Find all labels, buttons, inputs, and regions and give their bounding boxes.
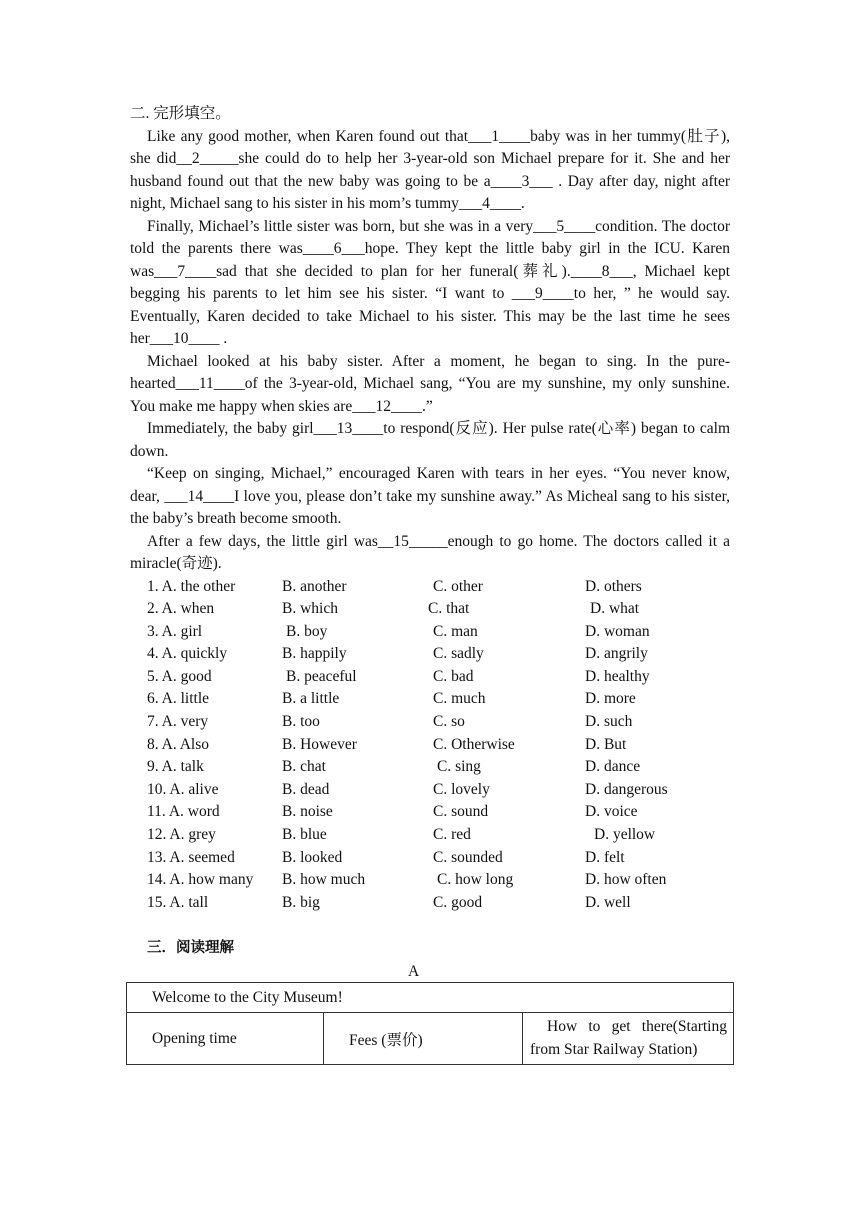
option-b: B. peaceful [286,667,357,685]
option-c: C. how long [437,871,514,889]
section-2-heading: 二. 完形填空。 [130,105,231,122]
directions-header: How to get there(Starting from Star Railway Station) [523,1013,734,1065]
option-row [130,621,730,644]
option-a: 12. A. grey [147,826,216,844]
option-d: D. angrily [585,645,648,663]
option-c: C. much [433,690,486,708]
table-row [127,1013,734,1065]
option-c: C. that [428,600,470,618]
option-a: 9. A. talk [147,758,204,776]
opening-time-header: Opening time [127,1013,324,1065]
option-a: 8. A. Also [147,735,210,753]
option-c: C. sing [437,758,481,776]
table-title-cell: Welcome to the City Museum! [127,983,734,1013]
option-row [130,688,730,711]
option-c: C. other [433,577,483,595]
fees-header: Fees (票价) [324,1013,523,1065]
option-d: D. voice [585,803,638,821]
option-row [130,576,730,599]
option-a: 14. A. how many [147,871,254,889]
option-c: C. sadly [433,645,484,663]
option-c: C. good [433,893,483,911]
option-row [130,643,730,666]
option-row [130,801,730,824]
option-d: D. woman [585,622,650,640]
option-a: 2. A. when [147,600,215,618]
option-row [130,847,730,870]
option-a: 5. A. good [147,667,212,685]
option-a: 4. A. quickly [147,645,228,663]
option-d: D. more [585,690,636,708]
option-a: 13. A. seemed [147,848,235,866]
option-d: D. dangerous [585,780,668,798]
option-b: B. too [282,713,320,731]
option-row [130,666,730,689]
option-d: D. yellow [594,826,656,844]
option-c: C. Otherwise [433,735,515,753]
option-c: C. lovely [433,780,490,798]
option-row [130,779,730,802]
option-b: B. big [282,893,320,911]
option-row [130,756,730,779]
passage-paragraph-4: Immediately, the baby girl___13____to respond(反应). Her pulse rate(心率) began to calm down. [130,420,730,460]
option-d: D. healthy [585,667,650,685]
option-b: B. dead [282,780,330,798]
option-row [130,892,730,915]
option-c: C. sounded [433,848,503,866]
section-3-heading: 三．阅读理解 [147,940,234,956]
option-c: C. sound [433,803,489,821]
option-a: 1. A. the other [147,577,236,595]
passage-paragraph-5: “Keep on singing, Michael,” encouraged Karen with tears in her eyes. “You never know, dear, ___14____I love you, please don’t take my sunshine away.” As Micheal sang to his sister, the baby’s breath become smooth. [130,465,730,527]
museum-info-table [126,982,734,1065]
option-a: 3. A. girl [147,622,203,640]
option-a: 7. A. very [147,713,209,731]
option-a: 6. A. little [147,690,209,708]
option-row [130,869,730,892]
option-b: B. blue [282,826,327,844]
option-d: D. felt [585,848,625,866]
cloze-section [130,103,730,914]
option-row [130,598,730,621]
option-b: B. happily [282,645,347,663]
option-a: 15. A. tall [147,893,209,911]
option-b: B. noise [282,803,333,821]
option-d: D. such [585,713,633,731]
table-row [127,983,734,1013]
option-row [130,824,730,847]
option-d: D. well [585,893,631,911]
option-c: C. red [433,826,471,844]
passage-paragraph-6: After a few days, the little girl was__15_____enough to go home. The doctors called it a miracle(奇迹). [130,532,730,572]
option-b: B. boy [286,622,328,640]
option-b: B. looked [282,848,343,866]
option-c: C. so [433,713,465,731]
passage-paragraph-2: Finally, Michael’s little sister was born, but she was in a very___5____condition. The doctor told the parents there was____6___hope. They kept the little baby girl in the ICU. Karen was___7____sad that she decided to plan for her funeral(葬礼).____8___, Michael kept begging his parents to let him see his sister. “I want to ___9____to her, ” he would say. Eventually, Karen decided to take Michael to his sister. This may be the last time he sees her___10____ . [130,217,730,347]
option-d: D. what [590,600,640,618]
option-d: D. But [585,735,627,753]
option-a: 11. A. word [147,803,220,821]
passage-paragraph-1: Like any good mother, when Karen found out that___1____baby was in her tummy(肚子), she did__2_____she could do to help her 3-year-old son Michael prepare for it. She and her husband found out that the new baby was going to be a____3___ . Day after day, night after night, Michael sang to his sister in his mom’s tummy___4____. [130,127,730,212]
option-c: C. bad [433,667,474,685]
option-b: B. another [282,577,347,595]
option-c: C. man [433,622,478,640]
options-list [130,576,730,915]
option-a: 10. A. alive [147,780,219,798]
option-b: B. a little [282,690,340,708]
passage-paragraph-3: Michael looked at his baby sister. After a moment, he began to sing. In the pure-hearted___11____of the 3-year-old, Michael sang, “You are my sunshine, my only sunshine. You make me happy when skies are___12____.” [130,352,730,415]
option-d: D. dance [585,758,641,776]
option-row [130,734,730,757]
option-b: B. which [282,600,338,618]
option-d: D. how often [585,871,667,889]
option-b: B. However [282,735,357,753]
option-row [130,711,730,734]
option-b: B. chat [282,758,326,776]
option-b: B. how much [282,871,366,889]
part-a-label: A [408,963,420,980]
option-d: D. others [585,577,642,595]
